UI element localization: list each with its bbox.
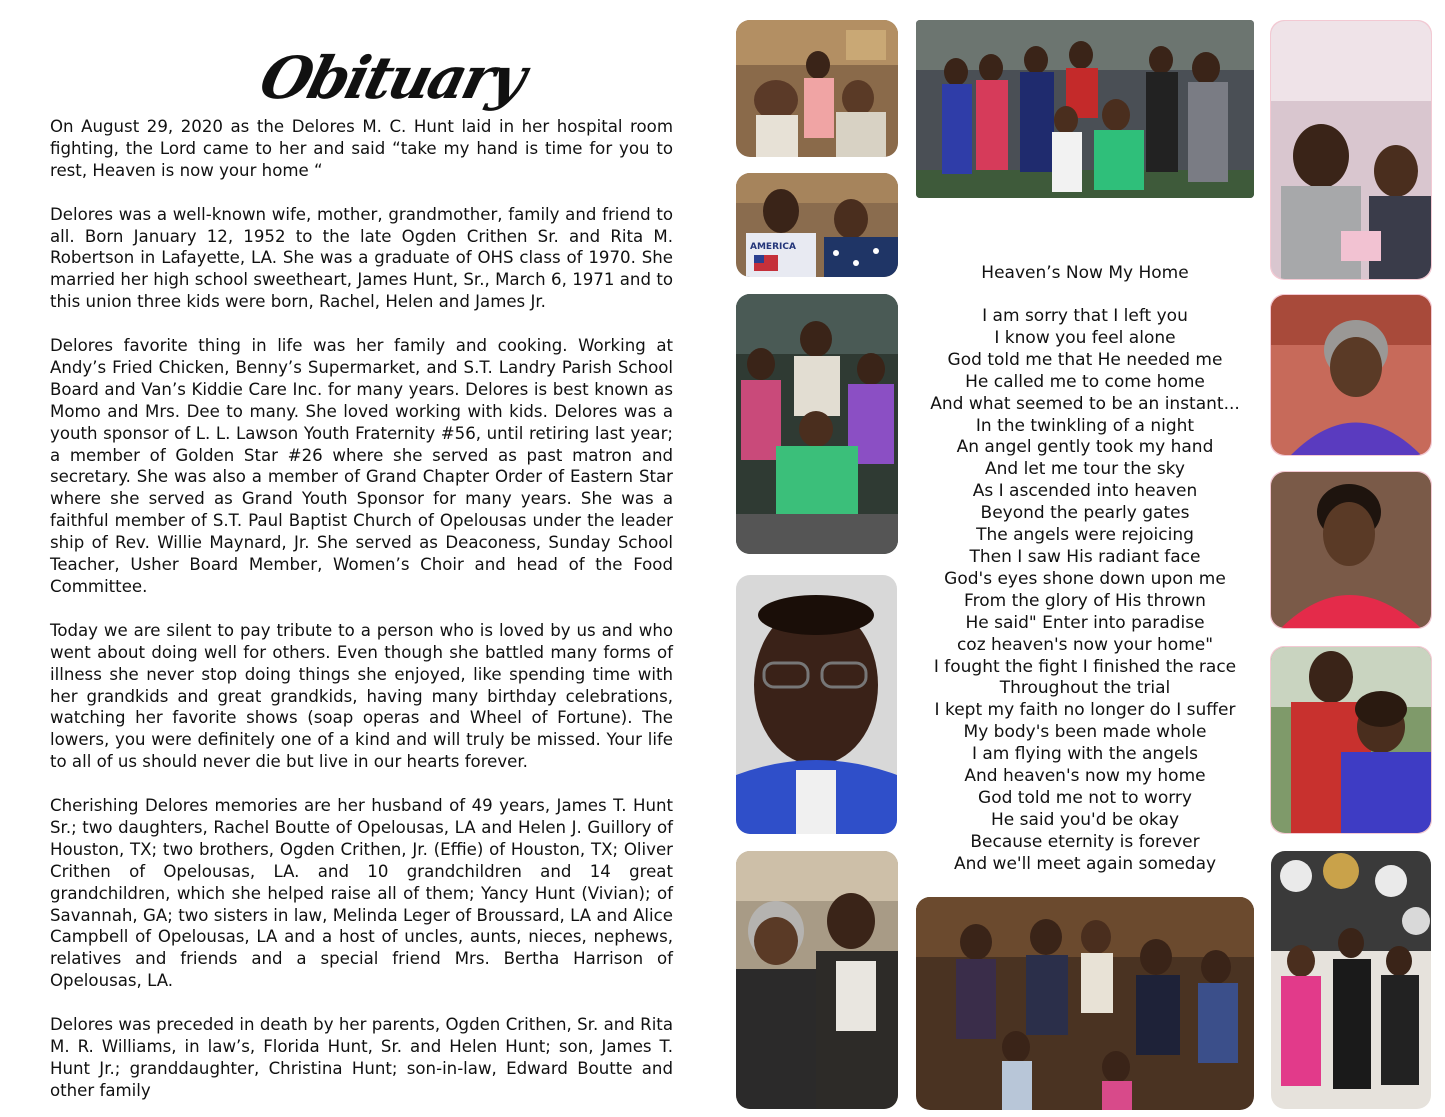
poem-line: And what seemed to be an instant... xyxy=(930,393,1240,414)
shirt-text: AMERICA xyxy=(750,242,796,252)
couple-photo xyxy=(1271,647,1431,833)
poem-line: I am sorry that I left you xyxy=(982,306,1188,326)
obituary-paragraph: Delores favorite thing in life was her family and cooking. Working at Andy’s Fried Chicken, Benny’s Supermarket, and S.T. Landry Parish School Board and Van’s Kiddie Care Inc. for many years. Delores is best known as Momo and Mrs. Dee to many. She loved working with kids. Delores was a youth sponsor of L. L. Lawson Youth Fraternity #56, until retiring last year; a member of Golden Star #26 where she served as past matron and secretary. She was also a member of Grand Chapter Order of Eastern Star where she served as Grand Youth Sponsor for many years. She was a faithful member of S.T. Paul Baptist Church of Opelousas under the leader ship of Rev. Willie Maynard, Jr. She served as Deaconess, Sunday School Teacher, Usher Board Member, Women’s Choir and head of the Food Committee. xyxy=(50,336,673,596)
obituary-paragraph: Delores was a well-known wife, mother, grandmother, family and friend to all. Born January 12, 1952 to the late Ogden Crithen Sr. and Rita M. Robertson in Lafayette, LA. She was a graduate of OHS class of 1970. She married her high school sweetheart, James Hunt, Sr., March 6, 1971 and to this union three kids were born, Rachel, Helen and James Jr. xyxy=(50,204,673,312)
couple-photo xyxy=(736,173,898,277)
poem-line: God told me not to worry xyxy=(978,787,1192,808)
portrait-photo xyxy=(736,575,897,834)
poem-line: coz heaven's now your home" xyxy=(956,634,1214,655)
poem-line: As I ascended into heaven xyxy=(972,481,1198,502)
portrait-photo xyxy=(1271,472,1431,628)
party-photo xyxy=(1271,21,1431,279)
poem-line: God's eyes shone down upon me xyxy=(944,568,1226,589)
poem-title: Heaven’s Now My Home xyxy=(981,263,1189,283)
poem-line: An angel gently took my hand xyxy=(956,437,1214,458)
obituary-paragraph: On August 29, 2020 as the Delores M. C. Hunt laid in her hospital room fighting, the Lord came to her and said “take my hand is time for you to rest, Heaven is now your home “ xyxy=(50,117,673,180)
poem-line: The angels were rejoicing xyxy=(976,525,1194,546)
poem-line: I know you feel alone xyxy=(994,327,1176,348)
couple-photo xyxy=(736,851,898,1109)
obituary-text xyxy=(50,116,673,1102)
obituary-paragraph: Delores was preceded in death by her parents, Ogden Crithen, Sr. and Rita M. R. Williams, in law’s, Florida Hunt, Sr. and Helen Hunt; son, James T. Hunt Jr.; granddaughter, Christina Hunt; son-in-law, Edward Boutte and other family xyxy=(50,1015,673,1100)
poem-line: And let me tour the sky xyxy=(985,459,1185,480)
poem-line: He called me to come home xyxy=(965,371,1205,392)
poem-line: I kept my faith no longer do I suffer xyxy=(934,700,1236,721)
obituary-paragraph: Today we are silent to pay tribute to a person who is loved by us and who went about doing well for others. Even though she battled many forms of illness she never stop doing things she enjoyed, like spending time with her grandkids and great grandkids, having many birthday celebrations, watching her favorite shows (soap operas and Wheel of Fortune). The lowers, you were definitely one of a kind and will truly be missed. Your life to all of us should never die but live in our hearts forever. xyxy=(50,620,673,772)
poem-line: My body's been made whole xyxy=(963,722,1207,743)
obituary-title: Obituary xyxy=(253,44,531,112)
family-photo xyxy=(916,20,1254,198)
group-photo xyxy=(736,294,898,554)
obituary-paragraph: Cherishing Delores memories are her husband of 49 years, James T. Hunt Sr.; two daughters, Rachel Boutte of Opelousas, LA and Helen J. Guillory of Houston, TX; two brothers, Ogden Crithen, Jr. (Effie) of Houston, TX; Oliver Crithen of Opelousas, LA. and 10 grandchildren and 14 great grandchildren, which she helped raise all of them; Yancy Hunt (Vivian); of Savannah, GA; two sisters in law, Melinda Leger of Broussard, LA and Alice Campbell of Opelousas, LA and a host of uncles, aunts, nieces, nephews, relatives and friends and a special friend Mrs. Bertha Harrison of Opelousas, LA. xyxy=(50,796,673,991)
poem-line: And we'll meet again someday xyxy=(953,853,1217,874)
poem-line: He said" Enter into paradise xyxy=(965,612,1205,633)
poem-line: God told me that He needed me xyxy=(947,349,1223,370)
poem-line: And heaven's now my home xyxy=(964,766,1206,787)
portrait-photo xyxy=(1271,295,1431,455)
poem-line: I fought the fight I finished the race xyxy=(933,656,1237,677)
poem-line: In the twinkling of a night xyxy=(975,415,1195,436)
family-photo xyxy=(736,20,898,157)
poem xyxy=(916,306,1254,876)
poem-line: Throughout the trial xyxy=(999,678,1171,699)
poem-line: Then I saw His radiant face xyxy=(969,546,1201,567)
party-photo xyxy=(1271,851,1431,1109)
poem-line: Beyond the pearly gates xyxy=(980,503,1190,524)
poem-line: He said you'd be okay xyxy=(990,809,1180,830)
poem-line: From the glory of His thrown xyxy=(964,590,1206,611)
family-photo xyxy=(916,897,1254,1110)
poem-line: Because eternity is forever xyxy=(970,831,1200,852)
poem-line: I am flying with the angels xyxy=(971,744,1199,765)
